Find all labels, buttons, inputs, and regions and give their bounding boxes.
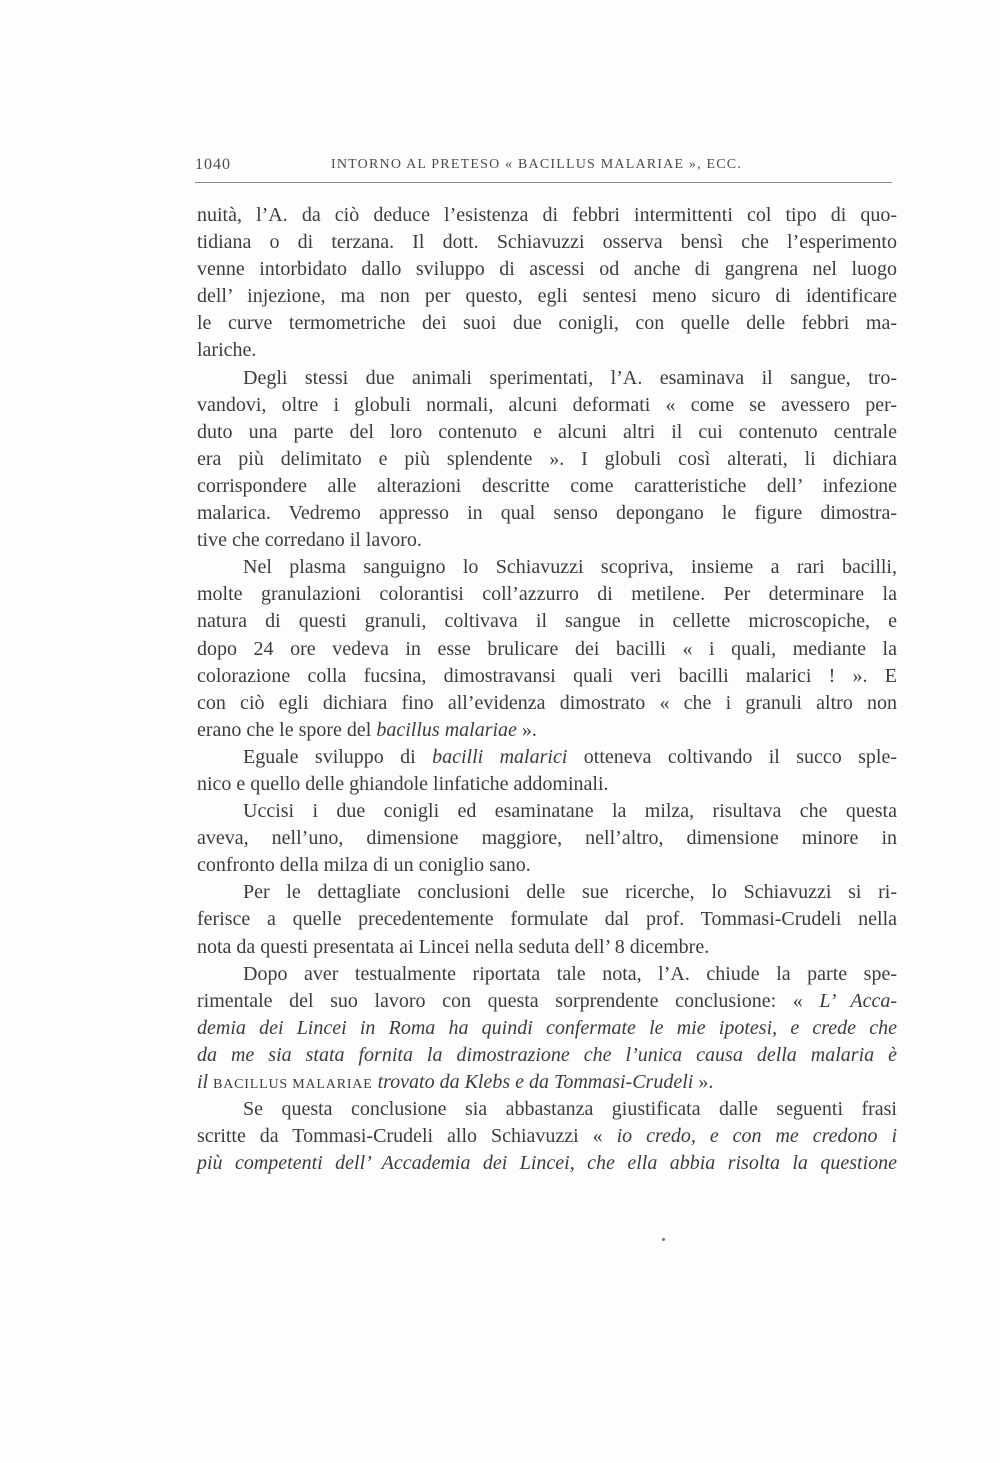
text-line: vandovi, oltre i globuli normali, alcuni deformati « come se avessero per-	[197, 393, 897, 416]
paper-speck	[662, 1238, 665, 1241]
text-segment: ».	[693, 1071, 714, 1093]
text-line: corrispondere alle alterazioni descritte come caratteristiche dell’ infezione	[197, 474, 897, 497]
text-line: Uccisi i due conigli ed esaminatane la milza, risultava che questa	[243, 800, 897, 823]
text-line: con ciò egli dichiara fino all’evidenza dimostrato « che i granuli altro non	[197, 691, 897, 714]
text-line: Se questa conclusione sia abbastanza giustificata dalle seguenti frasi	[243, 1098, 897, 1121]
text-line	[197, 988, 897, 1015]
text-line	[197, 1015, 897, 1042]
text-line: natura di questi granuli, coltivava il sangue in cellette microscopiche, e	[197, 610, 897, 633]
text-line: venne intorbidato dallo sviluppo di ascessi od anche di gangrena nel luogo	[197, 258, 897, 281]
small-caps-term: BACILLUS MALARIAE	[213, 1077, 373, 1092]
text-line	[197, 744, 897, 771]
text-segment: erano che le spore del	[197, 718, 377, 741]
text-line: Per le dettagliate conclusioni delle sue ricerche, lo Schiavuzzi si ri-	[243, 881, 897, 904]
italic-quote: io credo, e con me credono i	[616, 1125, 898, 1148]
text-line	[197, 1069, 897, 1096]
text-line: Dopo aver testualmente riportata tale nota, l’A. chiude la parte spe-	[243, 962, 897, 985]
text-line: confronto della milza di un coniglio sano.	[197, 854, 531, 877]
text-line: lariche.	[197, 339, 257, 362]
italic-quote: da me sia stata fornita la dimostrazione che l’unica causa della malaria è	[197, 1043, 897, 1066]
text-line: Nel plasma sanguigno lo Schiavuzzi scopriva, insieme a rari bacilli,	[243, 556, 897, 579]
body-text	[197, 202, 897, 1177]
italic-quote: il	[197, 1071, 214, 1093]
text-line	[197, 1042, 897, 1069]
running-title: INTORNO AL PRETESO « BACILLUS MALARIAE », ECC.	[331, 157, 743, 172]
italic-quote: L’ Acca-	[819, 989, 897, 1012]
text-segment: Eguale sviluppo di	[243, 745, 433, 768]
text-segment: otteneva coltivando il succo sple-	[567, 745, 897, 768]
text-line: nuità, l’A. da ciò deduce l’esistenza di febbri intermittenti col tipo di quo-	[197, 204, 897, 226]
text-line: Degli stessi due animali sperimentati, l’A. esaminava il sangue, tro-	[243, 366, 897, 389]
text-line	[197, 1150, 897, 1177]
page-number: 1040	[195, 156, 231, 173]
text-line: ferisce a quelle precedentemente formulate dal prof. Tommasi-Crudeli nella	[197, 908, 897, 931]
text-line: era più delimitato e più splendente ». I globuli così alterati, li dichiara	[197, 447, 897, 470]
text-line: le curve termometriche dei suoi due conigli, con quelle delle febbri ma-	[197, 312, 897, 335]
text-line: aveva, nell’uno, dimensione maggiore, nell’altro, dimensione minore in	[197, 827, 897, 850]
text-line: dopo 24 ore vedeva in esse brulicare dei bacilli « i quali, mediante la	[197, 637, 897, 660]
text-line: dell’ injezione, ma non per questo, egli sentesi meno sicuro di identificare	[197, 285, 897, 308]
text-segment: rimentale del suo lavoro con questa sorprendente conclusione: «	[197, 989, 820, 1012]
text-line	[197, 717, 897, 744]
text-line	[197, 1123, 897, 1150]
text-line: nota da questi presentata ai Lincei nella seduta dell’ 8 dicembre.	[197, 935, 710, 958]
italic-term: bacilli malarici	[432, 745, 568, 768]
italic-quote: demia dei Lincei in Roma ha quindi confermate le mie ipotesi, e crede che	[197, 1016, 897, 1039]
italic-term: bacillus malariae	[376, 718, 517, 741]
text-line: colorazione colla fucsina, dimostravansi quali veri bacilli malarici ! ». E	[197, 664, 897, 687]
text-segment: ».	[516, 718, 537, 741]
text-line: duto una parte del loro contenuto e alcuni altri il cui contenuto centrale	[197, 420, 897, 443]
text-line: tive che corredano il lavoro.	[197, 529, 422, 552]
running-head	[195, 156, 895, 180]
text-segment: scritte da Tommasi-Crudeli allo Schiavuzzi «	[197, 1125, 617, 1148]
text-line: malarica. Vedremo appresso in qual senso depongano le figure dimostra-	[197, 502, 897, 525]
text-line: molte granulazioni colorantisi coll’azzurro di metilene. Per determinare la	[197, 583, 897, 606]
italic-quote: più competenti dell’ Accademia dei Lincei, che ella abbia risolta la questione	[197, 1152, 897, 1175]
text-line: nico e quello delle ghiandole linfatiche addominali.	[197, 772, 609, 795]
header-rule	[195, 182, 892, 183]
text-line: tidiana o di terzana. Il dott. Schiavuzzi osserva bensì che l’esperimento	[197, 231, 897, 254]
italic-quote: trovato da Klebs e da Tommasi-Crudeli	[372, 1071, 694, 1093]
